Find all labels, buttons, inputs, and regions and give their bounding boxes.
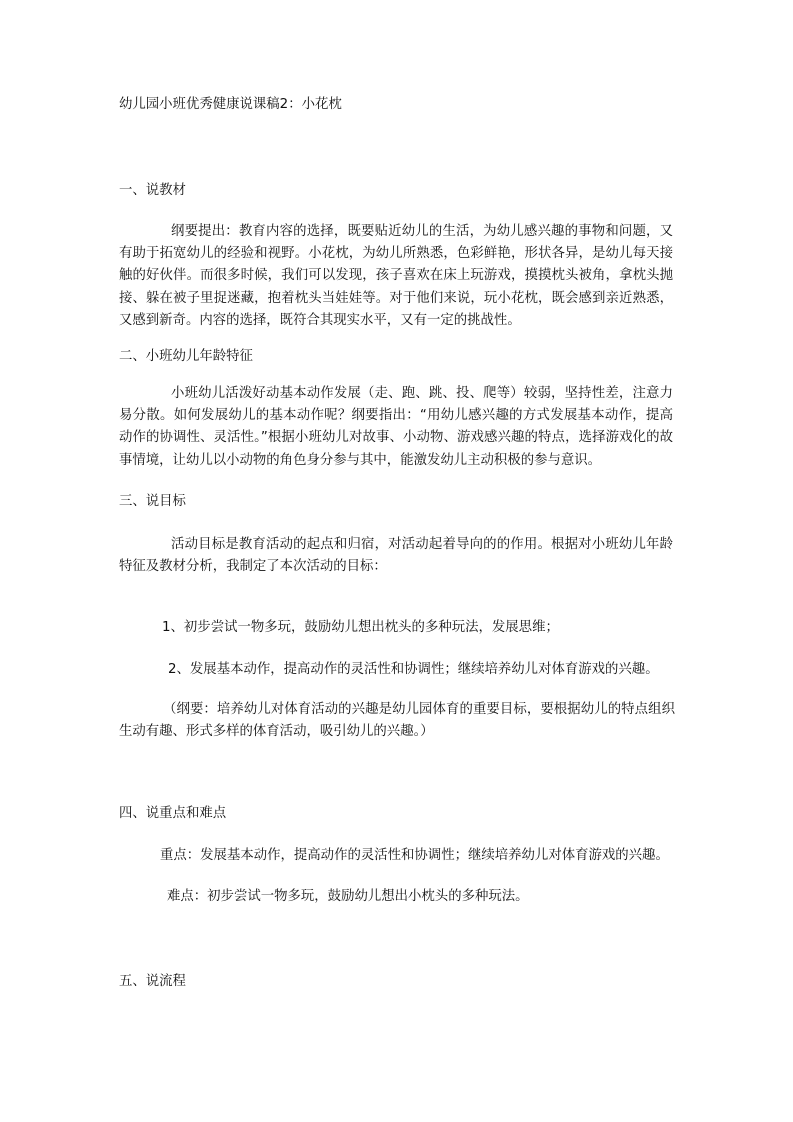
section-heading-age-characteristics: 二、小班幼儿年龄特征	[119, 349, 253, 364]
difficulty-text: 难点：初步尝试一物多玩，鼓励幼儿想出小枕头的多种玩法。	[167, 889, 529, 904]
section-heading-objectives: 三、说目标	[119, 494, 186, 509]
section-heading-key-difficult-points: 四、说重点和难点	[119, 806, 227, 821]
objective-item: 1、初步尝试一物多玩，鼓励幼儿想出枕头的多种玩法，发展思维；	[162, 620, 559, 635]
document-title: 幼儿园小班优秀健康说课稿2：小花枕	[119, 97, 342, 112]
objectives-note: （纲要：培养幼儿对体育活动的兴趣是幼儿园体育的重要目标，要根据幼儿的特点组织生动有趣、形式多样的体育活动，吸引幼儿的兴趣。）	[119, 702, 675, 740]
objectives-paragraph: 活动目标是教育活动的起点和归宿，对活动起着导向的的作用。根据对小班幼儿年龄特征及教材分析，我制定了本次活动的目标：	[119, 537, 673, 575]
teaching-material-paragraph: 纲要提出：教育内容的选择，既要贴近幼儿的生活，为幼儿感兴趣的事物和问题，又有助于拓宽幼儿的经验和视野。小花枕，为幼儿所熟悉，色彩鲜艳，形状各异，是幼儿每天接触的好伙伴。而很多时候，我们可以发现，孩子喜欢在床上玩游戏，摸摸枕头被角，拿枕头抛接、躲在被子里捉迷藏，抱着枕头当娃娃等。对于他们来说，玩小花枕，既会感到亲近熟悉，又感到新奇。内容的选择，既符合其现实水平，又有一定的挑战性。	[119, 224, 673, 328]
section-heading-teaching-material: 一、说教材	[119, 183, 186, 198]
objective-item: 2、发展基本动作，提高动作的灵活性和协调性；继续培养幼儿对体育游戏的兴趣。	[168, 662, 659, 677]
age-characteristics-paragraph: 小班幼儿活泼好动基本动作发展（走、跑、跳、投、爬等）较弱，坚持性差，注意力易分散。如何发展幼儿的基本动作呢？纲要指出：“用幼儿感兴趣的方式发展基本动作，提高动作的协调性、灵活性。”根据小班幼儿对故事、小动物、游戏感兴趣的特点，选择游戏化的故事情境，让幼儿以小动物的角色身分参与其中，能激发幼儿主动积极的参与意识。	[119, 386, 673, 468]
key-point-text: 重点：发展基本动作，提高动作的灵活性和协调性；继续培养幼儿对体育游戏的兴趣。	[160, 848, 669, 863]
section-heading-process: 五、说流程	[119, 974, 186, 989]
